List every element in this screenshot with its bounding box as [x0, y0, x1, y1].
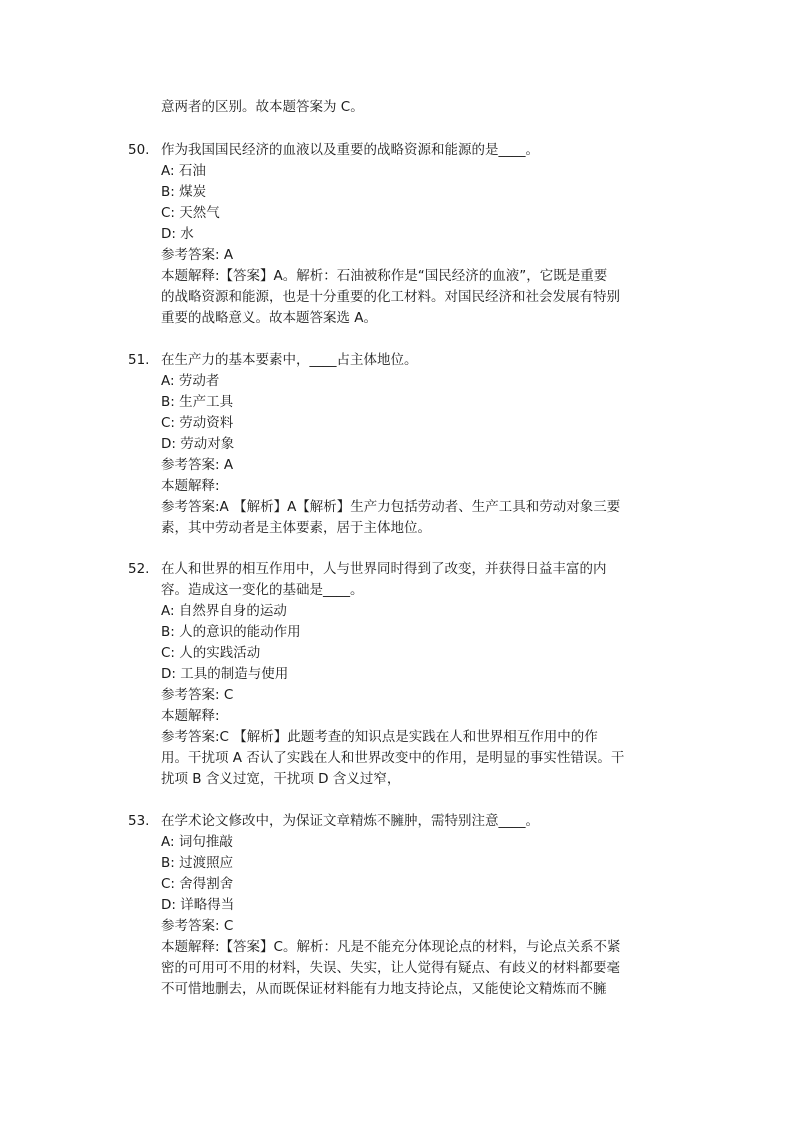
question-stem: 在学术论文修改中，为保证文章精炼不臃肿，需特别注意____。 [161, 813, 539, 829]
option-c: C: 人的实践活动 [161, 645, 261, 661]
reference-answer: 参考答案: A [161, 247, 234, 263]
explanation-line: 重要的战略意义。故本题答案选 A。 [161, 310, 378, 326]
option-c: C: 舍得割舍 [161, 876, 234, 892]
option-d: D: 工具的制造与使用 [161, 666, 289, 682]
explanation-line: 密的可用可不用的材料，失误、失实，让人觉得有疑点、有歧义的材料都要毫 [161, 960, 620, 976]
option-b: B: 生产工具 [161, 394, 234, 410]
option-a: A: 石油 [161, 163, 206, 179]
question-number: 50. [128, 142, 150, 158]
option-a: A: 词句推敲 [161, 834, 233, 850]
reference-answer: 参考答案: C [161, 687, 234, 703]
option-b: B: 煤炭 [161, 184, 207, 200]
question-stem: 在生产力的基本要素中，____占主体地位。 [161, 352, 418, 368]
option-b: B: 过渡照应 [161, 855, 234, 871]
option-a: A: 自然界自身的运动 [161, 603, 287, 619]
option-d: D: 详略得当 [161, 897, 235, 913]
question-stem: 在人和世界的相互作用中，人与世界同时得到了改变，并获得日益丰富的内 [161, 561, 607, 577]
explanation-line: 不可惜地删去，从而既保证材料能有力地支持论点，又能使论文精炼而不臃 [161, 981, 607, 997]
option-d: D: 劳动对象 [161, 436, 235, 452]
question-number: 52. [128, 561, 150, 577]
question-stem: 作为我国国民经济的血液以及重要的战略资源和能源的是____。 [161, 142, 539, 158]
explanation-line: 参考答案:C 【解析】此题考查的知识点是实践在人和世界相互作用中的作 [161, 729, 598, 745]
explanation-line: 素，其中劳动者是主体要素，居于主体地位。 [161, 520, 431, 536]
explanation-line: 扰项 B 含义过宽，干扰项 D 含义过窄， [161, 771, 401, 787]
explanation-line: 本题解释: [161, 708, 220, 724]
option-c: C: 劳动资料 [161, 415, 234, 431]
explanation-line: 参考答案:A 【解析】A【解析】生产力包括劳动者、生产工具和劳动对象三要 [161, 499, 621, 515]
explanation-line: 的战略资源和能源，也是十分重要的化工材料。对国民经济和社会发展有特别 [161, 289, 620, 305]
explanation-line: 本题解释:【答案】C。解析：凡是不能充分体现论点的材料，与论点关系不紧 [161, 939, 621, 955]
option-a: A: 劳动者 [161, 373, 220, 389]
question-number: 53. [128, 813, 150, 829]
option-c: C: 天然气 [161, 205, 220, 221]
explanation-line: 本题解释: [161, 478, 220, 494]
reference-answer: 参考答案: A [161, 457, 234, 473]
option-b: B: 人的意识的能动作用 [161, 624, 301, 640]
reference-answer: 参考答案: C [161, 918, 234, 934]
question-stem: 容。造成这一变化的基础是____。 [161, 582, 364, 598]
explanation-line: 本题解释:【答案】A。解析：石油被称作是“国民经济的血液”，它既是重要 [161, 268, 608, 284]
explanation-line: 用。干扰项 A 否认了实践在人和世界改变中的作用，是明显的事实性错误。干 [161, 750, 625, 766]
question-number: 51. [128, 352, 150, 368]
continuation-text: 意两者的区别。故本题答案为 C。 [161, 99, 364, 115]
option-d: D: 水 [161, 226, 194, 242]
